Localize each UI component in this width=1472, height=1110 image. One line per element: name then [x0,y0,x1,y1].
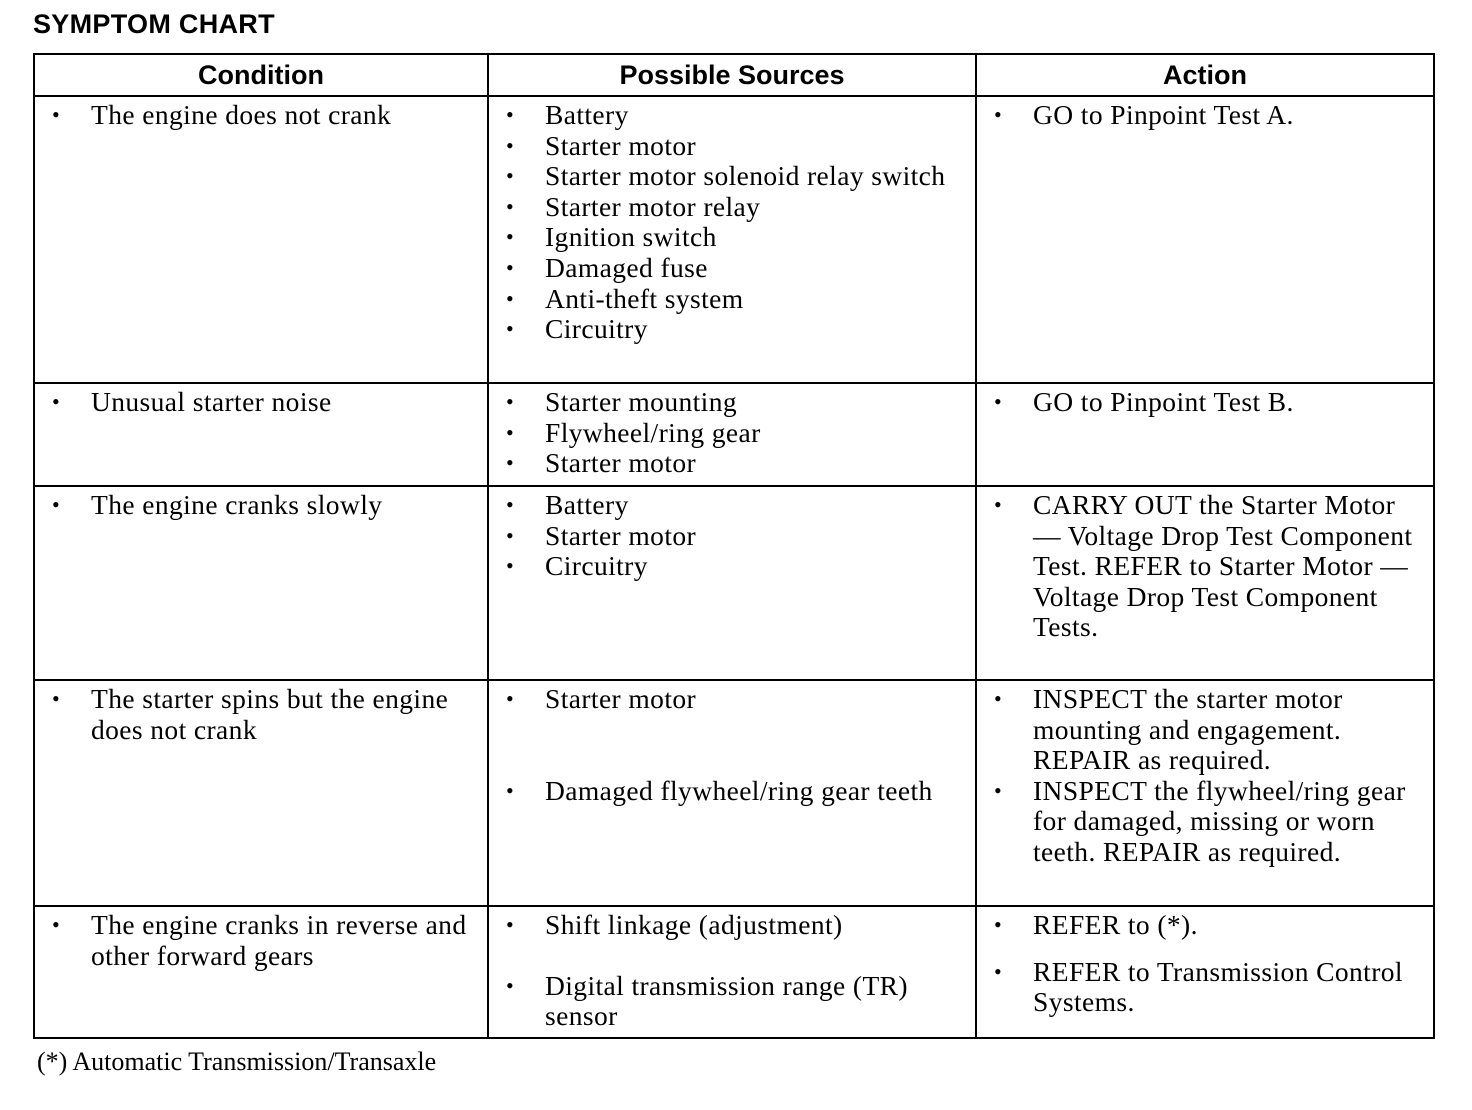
bullet-icon: • [994,958,1003,984]
bullet-icon: • [52,102,61,127]
footnote: (*) Automatic Transmission/Transaxle [37,1047,437,1076]
source-item: • Starter motor [506,683,697,714]
bullet-icon: • [994,686,1003,711]
header-condition: Condition [34,54,488,96]
condition-cell [34,486,488,680]
sources-cell [488,486,976,680]
sources-cell [488,383,976,486]
condition-item: • The engine cranks in reverse and other forward gears [52,909,467,971]
bullet-icon: • [506,193,515,219]
bullet-icon: • [994,389,1003,414]
source-item: • Battery [506,99,629,130]
bullet-icon: • [506,132,515,158]
table-row [34,383,1434,486]
source-item: • Ignition switch [506,221,717,253]
bullet-icon: • [506,285,515,311]
source-item: • Shift linkage (adjustment) [506,909,843,940]
condition-cell [34,383,488,486]
bullet-icon: • [506,912,515,937]
source-item: • Starter motor solenoid relay switch [506,160,946,192]
bullet-icon: • [506,419,515,445]
bullet-icon: • [994,492,1003,517]
bullet-icon: • [506,389,515,414]
source-item: • Starter motor [506,447,697,479]
bullet-icon: • [506,254,515,280]
chart-title: SYMPTOM CHART [33,9,275,39]
bullet-icon: • [506,972,515,998]
action-cell [976,906,1434,1038]
condition-item: • Unusual starter noise [52,386,332,417]
action-cell [976,486,1434,680]
source-item: • Starter motor relay [506,190,761,222]
condition-item: • The engine does not crank [52,99,392,130]
bullet-icon: • [506,686,515,711]
header-action: Action [976,54,1434,96]
bullet-icon: • [52,492,61,517]
source-item: • Starter motor [506,129,697,161]
table-row [34,486,1434,680]
header-row [34,54,1434,96]
bullet-icon: • [994,912,1003,937]
action-cell [976,96,1434,383]
source-item: • Damaged flywheel/ring gear teeth [506,774,933,806]
bullet-icon: • [506,102,515,127]
bullet-icon: • [994,777,1003,803]
source-item: • Flywheel/ring gear [506,416,761,448]
symptom-chart-table [33,53,1435,1039]
action-item: • INSPECT the starter motor mounting and engagement. REPAIR as required. [994,683,1343,776]
bullet-icon: • [506,777,515,803]
table-row [34,906,1434,1038]
action-item: • REFER to (*). [994,909,1198,940]
bullet-icon: • [506,316,515,342]
action-item: • GO to Pinpoint Test A. [994,99,1294,130]
sources-cell [488,906,976,1038]
action-item: • REFER to Transmission Control Systems. [994,955,1403,1018]
table-row [34,680,1434,906]
spacer [497,941,967,971]
bullet-icon: • [52,912,61,937]
action-cell [976,383,1434,486]
source-item: • Starter mounting [506,386,737,417]
table-row [34,96,1434,383]
bullet-icon: • [506,224,515,250]
source-item: • Circuitry [506,550,648,582]
condition-item: • The starter spins but the engine does not crank [52,683,449,745]
action-cell [976,680,1434,906]
bullet-icon: • [506,492,515,517]
bullet-icon: • [52,389,61,414]
action-item: • INSPECT the flywheel/ring gear for damaged, missing or worn teeth. REPAIR as required. [994,774,1406,867]
condition-cell [34,906,488,1038]
source-item: • Circuitry [506,313,648,345]
sources-cell [488,96,976,383]
condition-item: • The engine cranks slowly [52,489,383,520]
bullet-icon: • [506,163,515,189]
source-item: • Damaged fuse [506,251,708,283]
header-possible-sources: Possible Sources [488,54,976,96]
source-item: • Digital transmission range (TR) sensor [506,969,908,1032]
action-item: • GO to Pinpoint Test B. [994,386,1294,417]
spacer [985,941,1425,957]
bullet-icon: • [506,553,515,579]
source-item: • Battery [506,489,629,520]
bullet-icon: • [506,450,515,476]
condition-cell [34,96,488,383]
spacer [497,715,967,776]
source-item: • Anti-theft system [506,282,744,314]
source-item: • Starter motor [506,519,697,551]
sources-cell [488,680,976,906]
bullet-icon: • [506,522,515,548]
bullet-icon: • [52,686,61,711]
condition-cell [34,680,488,906]
action-item: • CARRY OUT the Starter Motor — Voltage Drop Test Component Test. REFER to Starter Motor — Voltage Drop Test Component Tests. [994,489,1413,643]
bullet-icon: • [994,102,1003,127]
